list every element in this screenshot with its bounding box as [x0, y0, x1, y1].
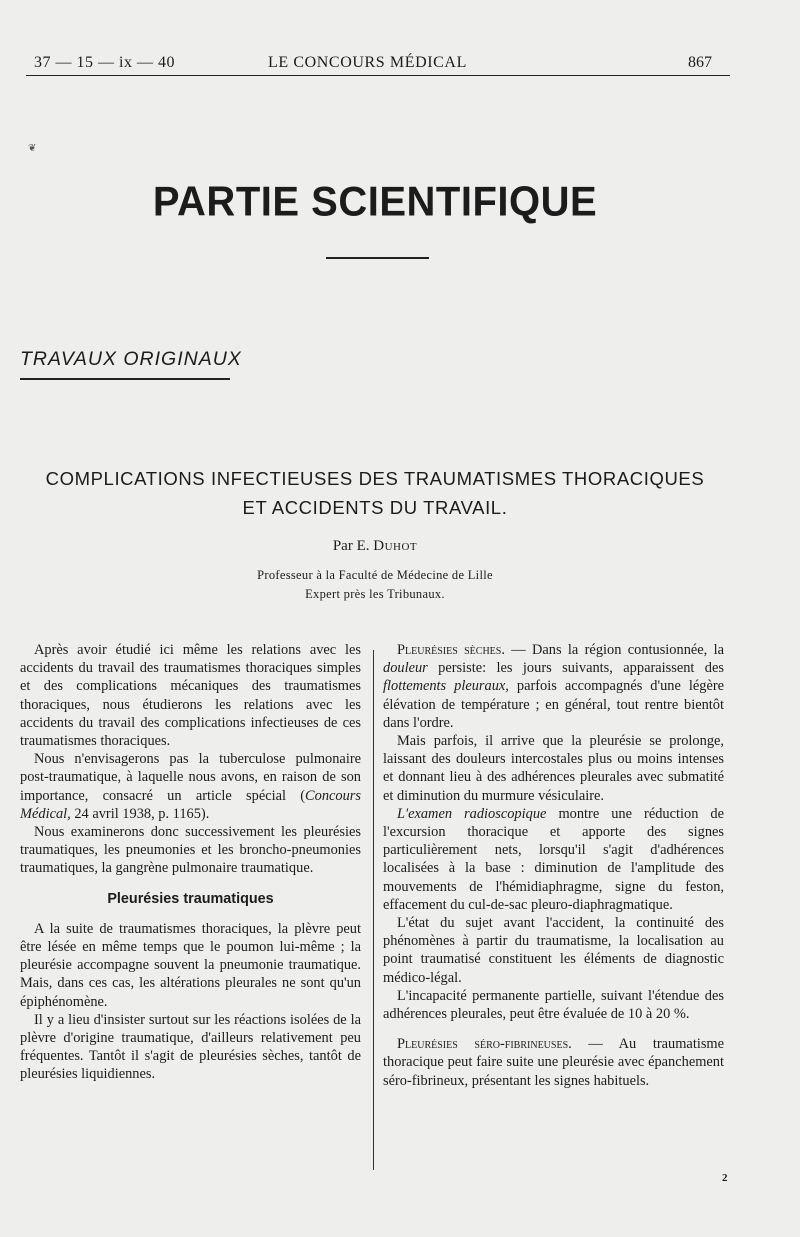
- paragraph: L'état du sujet avant l'accident, la continuité des phénomènes à partir du traumatisme, la localisation au point traumatisé constituent les éléments de diagnostic médico-légal.: [383, 915, 724, 986]
- run-in-heading: Pleurésies séro-fibrineuses.: [397, 1036, 572, 1053]
- paragraph: Nous n'envisagerons pas la tuberculose pulmonaire post-traumatique, à laquelle nous avons, en raison de son importance, consacré un article spécial (Concours Médical, 24 avril 1938, p. 1165).: [20, 751, 361, 822]
- header-rule: [26, 75, 730, 76]
- paragraph: L'incapacité permanente partielle, suivant l'étendue des adhérences pleurales, peut être évaluée de 10 à 20 %.: [383, 987, 724, 1023]
- paragraph: Pleurésies sèches. — Dans la région contusionnée, la douleur persiste: les jours suivants, apparaissent des flottements pleuraux, parfois accompagnés d'une légère élévation de température ; en général, tout rentre bientôt dans l'ordre.: [383, 642, 725, 731]
- byline: [0, 538, 750, 555]
- paragraph: Il y a lieu d'insister surtout sur les réactions isolées de la plèvre d'origine traumatique, d'ailleurs relativement peu fréquentes. Tantôt il s'agit de pleurésies sèches, tantôt de pleurésies liquidiennes.: [20, 1011, 361, 1083]
- printer-mark-icon: ❦: [28, 143, 37, 154]
- byline-prefix: Par E.: [332, 538, 370, 554]
- section-title: PARTIE SCIENTIFIQUE: [152, 178, 598, 226]
- run-in-heading: Pleurésies sèches.: [397, 642, 505, 658]
- paragraph: L'examen radioscopique montre une réduction de l'excursion thoracique et apporte des signes particulièrement nets, lorsqu'il s'agit d'adhérences localisées à la base : diminution de l'amplitude des mouvements de l'hémidiaphragme, signe du feston, effacement du cul-de-sac pleuro-diaphragmatique.: [383, 805, 725, 913]
- title-divider: [326, 257, 429, 259]
- paragraph: A la suite de traumatismes thoraciques, la plèvre peut être lésée en même temps que le poumon lui-même ; la pleurésie accompagne souvent la pneumonie traumatique. Mais, dans ces cas, les altérations pleurales ne sont qu'un épiphénomène.: [20, 920, 361, 1010]
- column-divider: [373, 650, 374, 1170]
- author-expert-title: Expert près les Tribunaux.: [305, 587, 445, 601]
- author-affiliation: Professeur à la Faculté de Médecine de Lille: [257, 568, 493, 582]
- paragraph: Mais parfois, il arrive que la pleurésie se prolonge, laissant des douleurs intercostales plus ou moins intenses et donnant lieu à des adhérences pleurales avec submatité et diminution du murmure vésiculaire.: [383, 733, 724, 804]
- subsection-underline: [20, 378, 230, 380]
- author-name: Duhot: [373, 538, 418, 554]
- article-title-line-2: ET ACCIDENTS DU TRAVAIL.: [242, 497, 508, 518]
- paragraph: Pleurésies séro-fibrineuses. — Au traumatisme thoracique peut faire suite une pleurésie avec épanchement séro-fibrineux, présentant les signes habituels.: [383, 1036, 724, 1089]
- section-heading: Pleurésies traumatiques: [107, 890, 274, 907]
- signature-mark: 2: [722, 1172, 728, 1184]
- left-column: [20, 641, 361, 1084]
- article-title-line-1: COMPLICATIONS INFECTIEUSES DES TRAUMATISMES THORACIQUES: [45, 468, 705, 489]
- header-issue-date: 37 — 15 — ix — 40: [34, 54, 175, 71]
- paragraph: Nous examinerons donc successivement les pleurésies traumatiques, les pneumonies et les broncho-pneumonies traumatiques, la gangrène pulmonaire traumatique.: [20, 824, 361, 877]
- header-journal-name: LE CONCOURS MÉDICAL: [268, 54, 467, 71]
- header-page-number: 867: [688, 54, 712, 71]
- right-column: [383, 641, 724, 1090]
- citation-journal: Concours Médical,: [20, 787, 361, 822]
- paragraph: Après avoir étudié ici même les relations avec les accidents du travail des traumatismes thoraciques simples et des complications mécaniques des traumatismes thoraciques, nous étudierons les relations avec les accidents du travail des complications infectieuses de ces traumatismes thoraciques.: [20, 642, 361, 750]
- subsection-title: TRAVAUX ORIGINAUX: [20, 348, 242, 370]
